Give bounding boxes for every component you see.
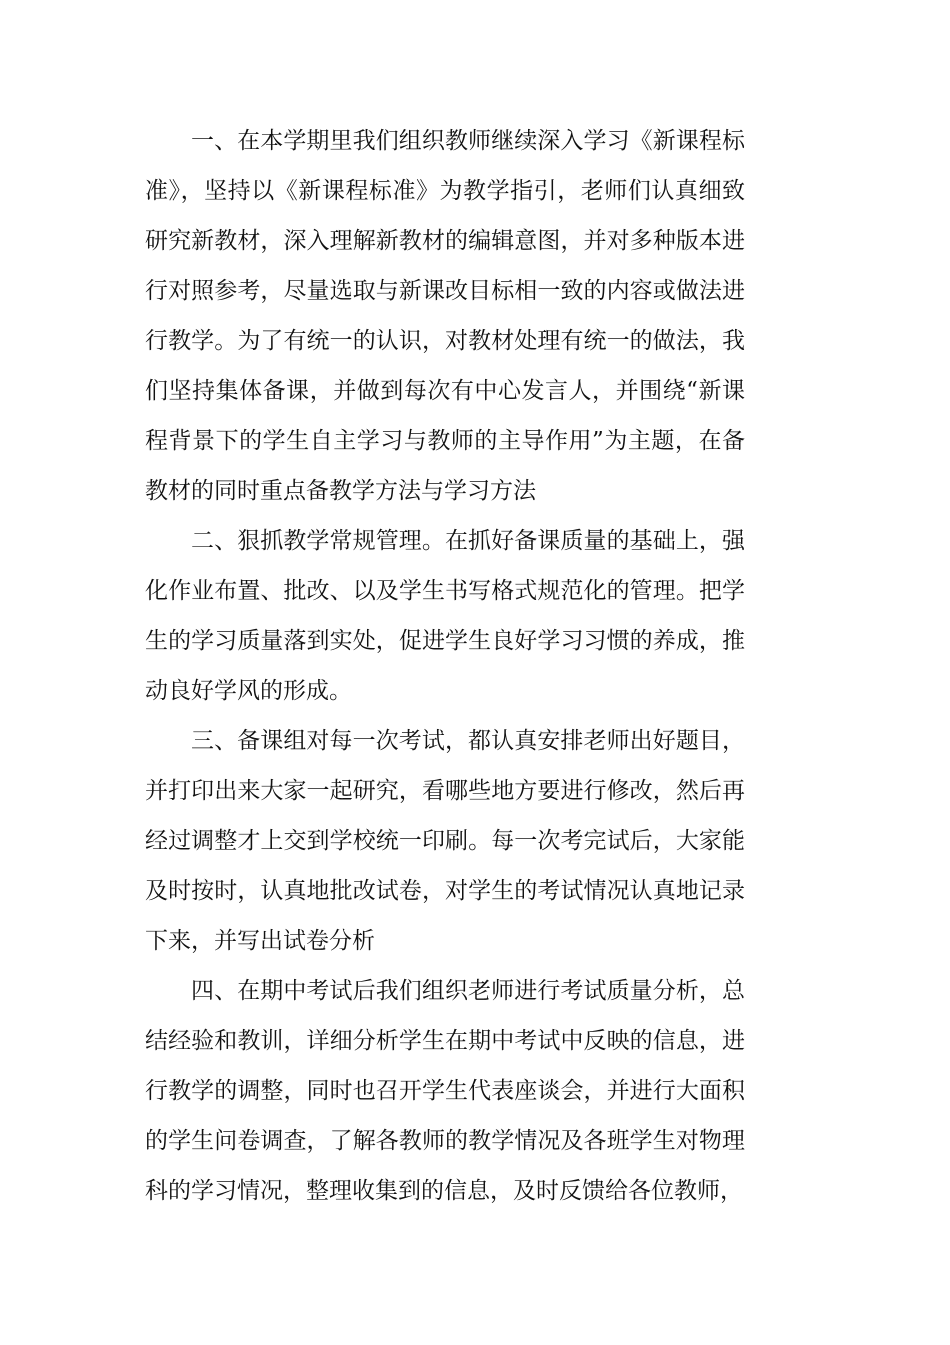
paragraph-4: 四、在期中考试后我们组织老师进行考试质量分析，总结经验和教训，详细分析学生在期中考试中反映的信息，进行教学的调整，同时也召开学生代表座谈会，并进行大面积的学生问卷调查，了解各教师的教学情况及各班学生对物理科的学习情况，整理收集到的信息，及时反馈给各位教师， [145, 978, 745, 1204]
document-body [145, 116, 745, 1216]
paragraph-1: 一、在本学期里我们组织教师继续深入学习《新课程标准》，坚持以《新课程标准》为教学指引，老师们认真细致研究新教材，深入理解新教材的编辑意图，并对多种版本进行对照参考，尽量选取与新课改目标相一致的内容或做法进行教学。为了有统一的认识，对教材处理有统一的做法，我们坚持集体备课，并做到每次有中心发言人，并围绕“新课程背景下的学生自主学习与教师的主导作用”为主题，在备教材的同时重点备教学方法与学习方法 [145, 128, 745, 504]
paragraph-2: 二、狠抓教学常规管理。在抓好备课质量的基础上，强化作业布置、批改、以及学生书写格式规范化的管理。把学生的学习质量落到实处，促进学生良好学习习惯的养成，推动良好学风的形成。 [145, 528, 745, 704]
paragraph-3: 三、备课组对每一次考试，都认真安排老师出好题目，并打印出来大家一起研究，看哪些地方要进行修改，然后再经过调整才上交到学校统一印刷。每一次考完试后，大家能及时按时，认真地批改试卷，对学生的考试情况认真地记录下来，并写出试卷分析 [145, 728, 745, 954]
